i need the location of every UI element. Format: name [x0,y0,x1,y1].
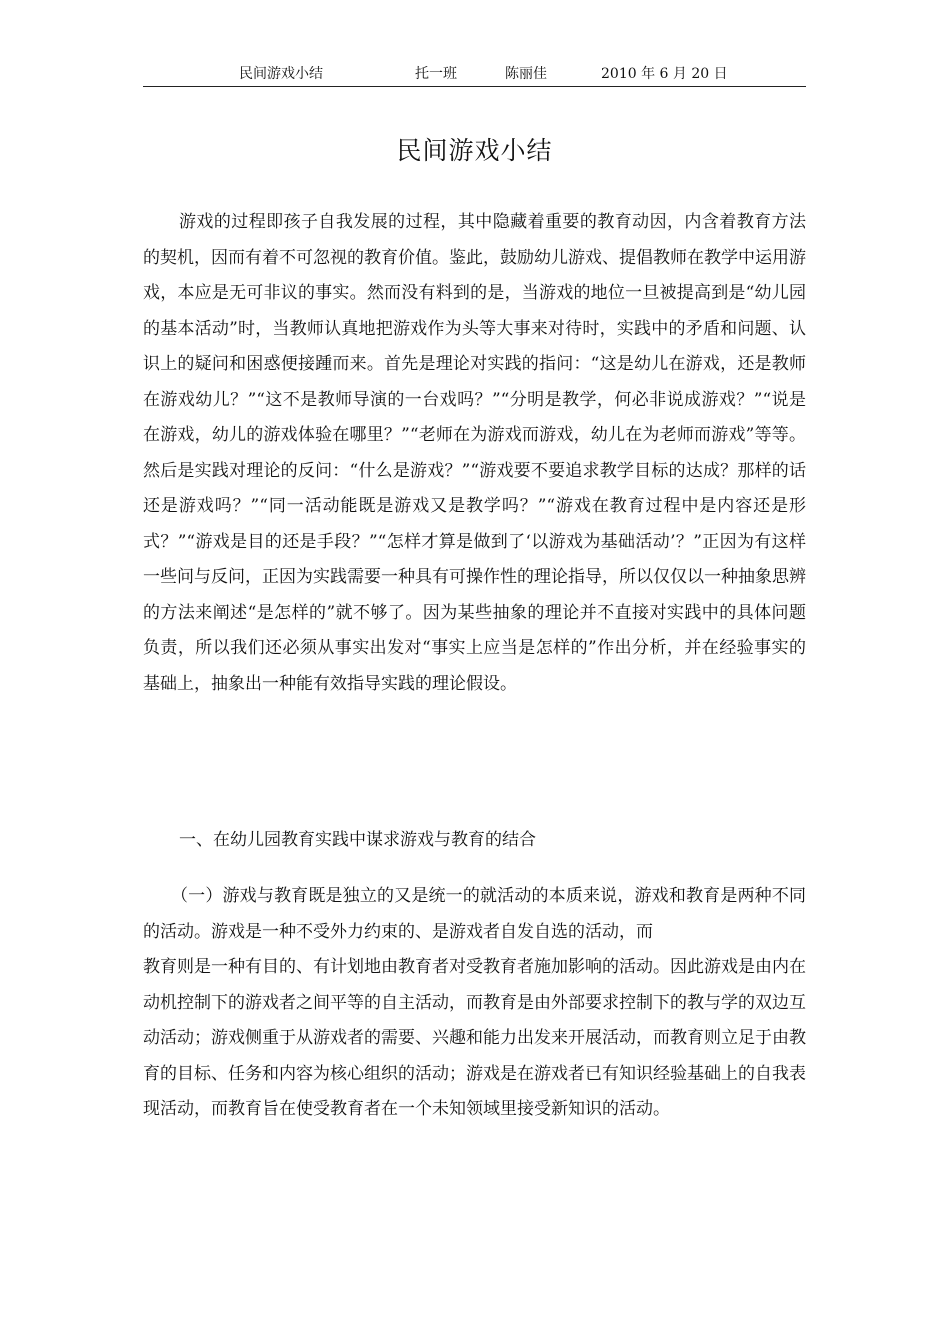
header-author: 陈丽佳 [505,66,547,82]
header-date: 2010 年 6 月 20 日 [601,66,728,82]
intro-paragraph: 游戏的过程即孩子自我发展的过程，其中隐藏着重要的教育动因，内含着教育方法的契机，因而有着不可忽视的教育价值。鉴此，鼓励幼儿游戏、提倡教师在教学中运用游戏，本应是无可非议的事实。然而没有料到的是，当游戏的地位一旦被提高到是“幼儿园的基本活动”时，当教师认真地把游戏作为头等大事来对待时，实践中的矛盾和问题、认识上的疑问和困惑便接踵而来。首先是理论对实践的指问：“这是幼儿在游戏，还是教师在游戏幼儿？”“这不是教师导演的一台戏吗？”“分明是教学，何必非说成游戏？”“说是在游戏，幼儿的游戏体验在哪里？”“老师在为游戏而游戏，幼儿在为老师而游戏”等等。然后是实践对理论的反问：“什么是游戏？”“游戏要不要追求教学目标的达成？那样的话还是游戏吗？”“同一活动能既是游戏又是教学吗？”“游戏在教育过程中是内容还是形式？”“游戏是目的还是手段？”“怎样才算是做到了‘以游戏为基础活动’？”正因为有这样一些问与反问，正因为实践需要一种具有可操作性的理论指导，所以仅仅以一种抽象思辨的方法来阐述“是怎样的”就不够了。因为某些抽象的理论并不直接对实践中的具体问题负责，所以我们还必须从事实出发对“事实上应当是怎样的”作出分析，并在经验事实的基础上，抽象出一种能有效指导实践的理论假设。 [143,212,806,694]
section-paragraph-line: （一）游戏与教育既是独立的又是统一的就活动的本质来说，游戏和教育是两种不同的活动。游戏是一种不受外力约束的、是游戏者自发自选的活动，而 [143,886,806,942]
section-heading: 一、在幼儿园教育实践中谋求游戏与教育的结合 [179,830,536,850]
header-class-name: 托一班 [415,66,457,82]
section-paragraph-continuation: 教育则是一种有目的、有计划地由教育者对受教育者施加影响的活动。因此游戏是由内在动机控制下的游戏者之间平等的自主活动，而教育是由外部要求控制下的教与学的双边互动活动；游戏侧重于从游戏者的需要、兴趣和能力出发来开展活动，而教育则立足于由教育的目标、任务和内容为核心组织的活动；游戏是在游戏者已有知识经验基础上的自我表现活动，而教育旨在使受教育者在一个未知领域里接受新知识的活动。 [143,957,806,1119]
page-header [143,64,806,87]
header-title: 民间游戏小结 [239,66,323,82]
section-paragraph [143,879,806,1128]
document-title: 民间游戏小结 [396,136,553,165]
